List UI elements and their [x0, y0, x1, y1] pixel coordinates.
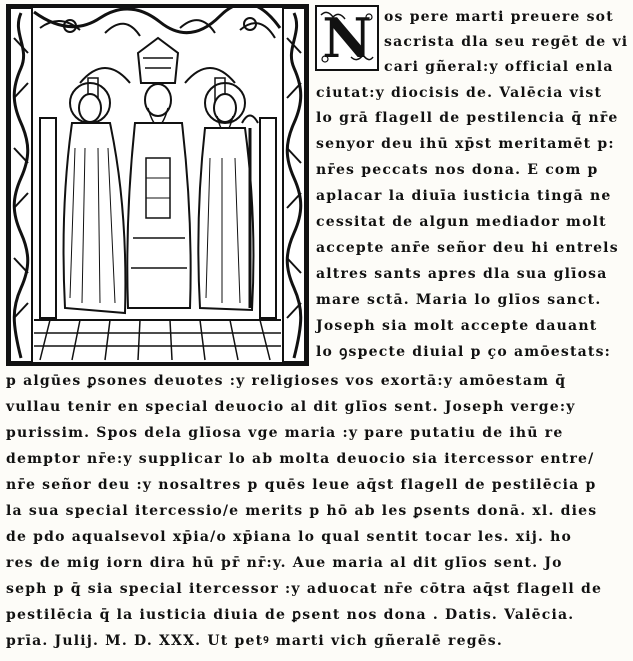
text-line: ciutat:y diocisis de. Valēcia vist	[316, 85, 603, 101]
text-line: demptor nr̄e:y supplicar lo ab molta deuocio sia itercessor entre/	[6, 451, 595, 467]
text-line: seph p q̄ sia special itercessor :y aduocat nr̄e cōtra aq̄st flagell de	[6, 581, 603, 597]
drop-cap-letter: N	[322, 6, 372, 70]
text-line: mare sctā. Maria lo glīos sanct.	[316, 292, 602, 308]
text-line: vullau tenir en special deuocio al dit glīos sent. Joseph verge:y	[6, 399, 576, 415]
text-line: pestilēcia q̄ la iusticia diuia de ꝑsent nos dona . Datis. Valēcia.	[6, 607, 575, 623]
text-line: aplacar la diuīa iusticia tingā ne	[316, 188, 612, 204]
text-line: purissim. Spos dela glīosa vge maria :y pare putatiu de ihū re	[6, 425, 564, 441]
decorated-initial	[315, 5, 379, 71]
text-line: cessitat de algun mediador molt	[316, 214, 607, 230]
text-line: la sua special itercessio/e merits p hō ab les ꝑsents donā. xl. dies	[6, 503, 598, 519]
text-line: accepte anr̄e señor deu hi entrels	[316, 240, 619, 256]
text-line: sacrista dla seu regēt de vi	[384, 34, 629, 50]
text-line: os pere marti preuere sot	[384, 9, 614, 25]
text-line: altres sants apres dla sua glīosa	[316, 266, 608, 282]
text-line: lo grā flagell de pestilencia q̄ nr̄e	[316, 110, 619, 126]
text-line: nr̄e señor deu :y nosaltres p quēs leue aq̄st flagell de pestilēcia p	[6, 477, 597, 493]
text-line: lo ꝯspecte diuial p ço amōestats:	[316, 344, 612, 360]
text-line: Joseph sia molt accepte dauant	[316, 318, 598, 334]
text-line: senyor deu ihū xp̄st meritamēt p:	[316, 136, 615, 152]
text-line: p algūes ꝑsones deuotes :y religioses vos exortā:y amōestam q̄	[6, 373, 567, 389]
text-line: res de mig iorn dira hū pr̄ nr̄:y. Aue maria al dit glīos sent. Jo	[6, 555, 563, 571]
text-line: de pdo aqualsevol xp̄ia/o xp̄iana lo qual sentit tocar les. xij. ho	[6, 529, 573, 545]
text-line: cari gñeral:y official enla	[384, 59, 614, 75]
woodcut-illustration	[6, 4, 309, 366]
text-line: nr̄es peccats nos dona. E com p	[316, 162, 599, 178]
text-line: prīa. Julij. M. D. XXX. Ut petꝰ marti vich gñeralē regēs.	[6, 633, 503, 649]
